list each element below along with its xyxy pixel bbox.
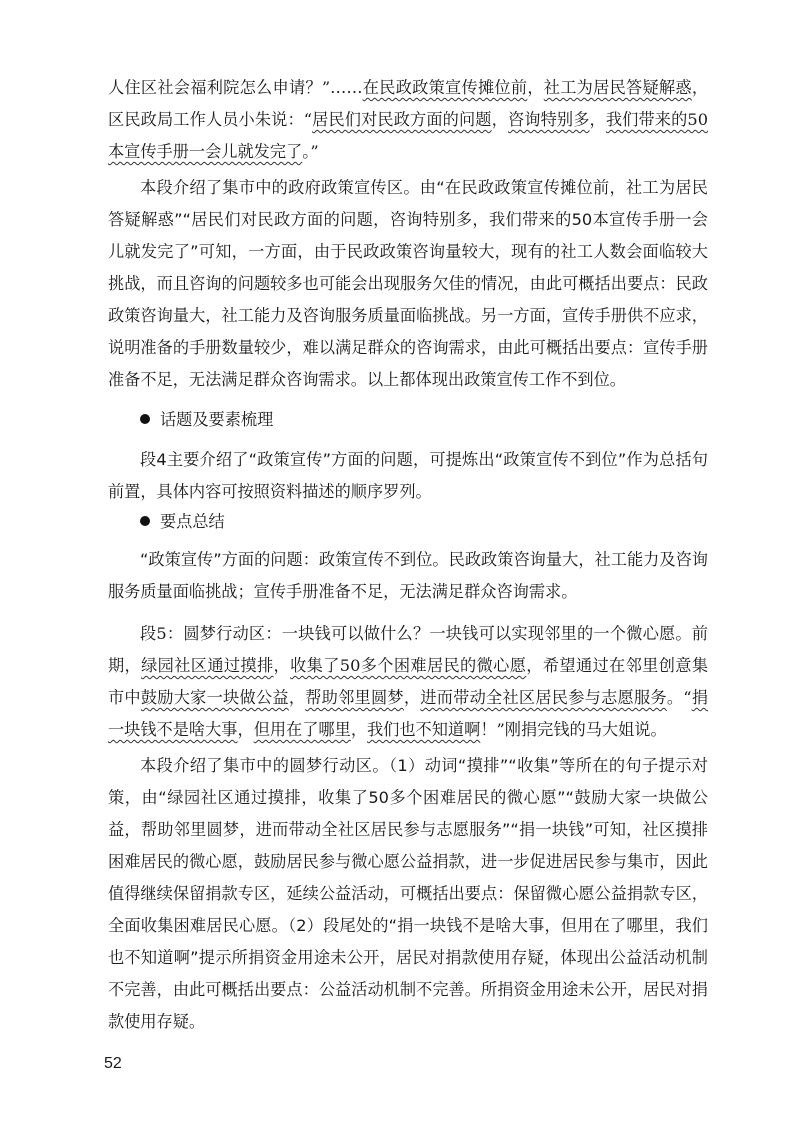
underlined-phrase: 我们也不知道啊 xyxy=(367,720,481,739)
text-run: 。“ xyxy=(666,688,692,707)
text-run: ， xyxy=(527,78,544,97)
text-run: ， xyxy=(589,110,606,129)
underlined-phrase: 我们带来的50本宣传手册一会儿就发完了 xyxy=(108,110,709,161)
text-run: 人住区社会福利院怎么申请？”…… xyxy=(108,78,363,97)
text-run: ，希望通过在邻里创意集市中 xyxy=(108,656,709,707)
bullet-dot-icon xyxy=(140,414,150,424)
bullet-heading-topics xyxy=(140,404,273,436)
text-run: ， xyxy=(288,688,306,707)
underlined-phrase: 咨询特别多 xyxy=(507,110,590,129)
underlined-phrase: 捐一块钱不是啥大事 xyxy=(108,688,709,739)
analysis-paragraph-3: 本段介绍了集市中的圆梦行动区。（1）动词“摸排”“收集”等所在的句子提示对策，由“绿园社区通过摸排，收集了50多个困难居民的微心愿”“鼓励大家一块做公益，帮助邻里圆梦，进而带动全社区居民参与志愿服务”“捐一块钱”可知，社区摸排困难居民的微心愿，鼓励居民参与微心愿公益捐款，进一步促进居民参与集市，因此值得继续保留捐款专区，延续公益活动，可概括出要点：保留微心愿公益捐款专区，全面收集困难居民心愿。（2）段尾处的“捐一块钱不是啥大事，但用在了哪里，我们也不知道啊”提示所捐资金用途未公开，居民对捐款使用存疑，体现出公益活动机制不完善，由此可概括出要点：公益活动机制不完善。所捐资金用途未公开，居民对捐款使用存疑。 xyxy=(108,756,708,1031)
bullet-heading-summary xyxy=(140,506,225,538)
text-run: 。” xyxy=(302,142,319,161)
text-run: ， xyxy=(491,110,508,129)
text-run: ， xyxy=(237,720,254,739)
text-run: 段5：圆梦行动区：一块钱可以做什么？一块钱可以实现邻里的一个微心愿。前期， xyxy=(108,624,708,675)
text-run: ， xyxy=(350,720,367,739)
bullet-dot-icon xyxy=(140,516,150,526)
text-run: ，区民政局工作人员小朱说：“ xyxy=(108,78,709,129)
summary-paragraph: “政策宣传”方面的问题：政策宣传不到位。民政政策咨询量大，社工能力及咨询服务质量面临挑战；宣传手册准备不足，无法满足群众咨询需求。 xyxy=(108,550,708,601)
quoted-material-paragraph-5 xyxy=(108,618,708,746)
underlined-phrase: 鼓励大家一块做公益 xyxy=(140,688,289,707)
bullet-heading-text: 要点总结 xyxy=(160,512,225,531)
text-run: ！”刚捐完钱的马大姐说。 xyxy=(480,720,667,739)
underlined-phrase: 在民政政策宣传摊位前 xyxy=(362,78,528,97)
text-run: ， xyxy=(403,688,421,707)
quoted-material-paragraph-4-end xyxy=(108,72,708,168)
analysis-paragraph-2: 段4主要介绍了“政策宣传”方面的问题，可提炼出“政策宣传不到位”作为总括句前置，具体内容可按照资料描述的顺序罗列。 xyxy=(108,450,708,501)
underlined-phrase: 居民们对民政方面的问题 xyxy=(312,110,492,129)
underlined-phrase: 帮助邻里圆梦 xyxy=(305,688,404,707)
page-number: 52 xyxy=(104,1055,122,1072)
analysis-paragraph-1: 本段介绍了集市中的政府政策宣传区。由“在民政政策宣传摊位前，社工为居民答疑解惑”“居民们对民政方面的问题，咨询特别多，我们带来的50本宣传手册一会儿就发完了”可知，一方面，由于民政政策咨询量较大，现有的社工人数会面临较大挑战，而且咨询的问题较多也可能会出现服务欠佳的情况，由此可概括出要点：民政政策咨询量大，社工能力及咨询服务质量面临挑战。另一方面，宣传手册供不应求，说明准备的手册数量较少，难以满足群众的咨询需求，由此可概括出要点：宣传手册准备不足，无法满足群众咨询需求。以上都体现出政策宣传工作不到位。 xyxy=(108,178,708,389)
underlined-phrase: 社工为居民答疑解惑 xyxy=(543,78,692,97)
underlined-phrase: 绿园社区通过摸排 xyxy=(141,656,274,675)
text-run: ， xyxy=(273,656,291,675)
bullet-heading-text: 话题及要素梳理 xyxy=(160,410,274,429)
underlined-phrase: 收集了50多个困难居民的微心愿 xyxy=(290,656,527,675)
underlined-phrase: 进而带动全社区居民参与志愿服务 xyxy=(420,688,667,707)
underlined-phrase: 但用在了哪里 xyxy=(253,720,351,739)
